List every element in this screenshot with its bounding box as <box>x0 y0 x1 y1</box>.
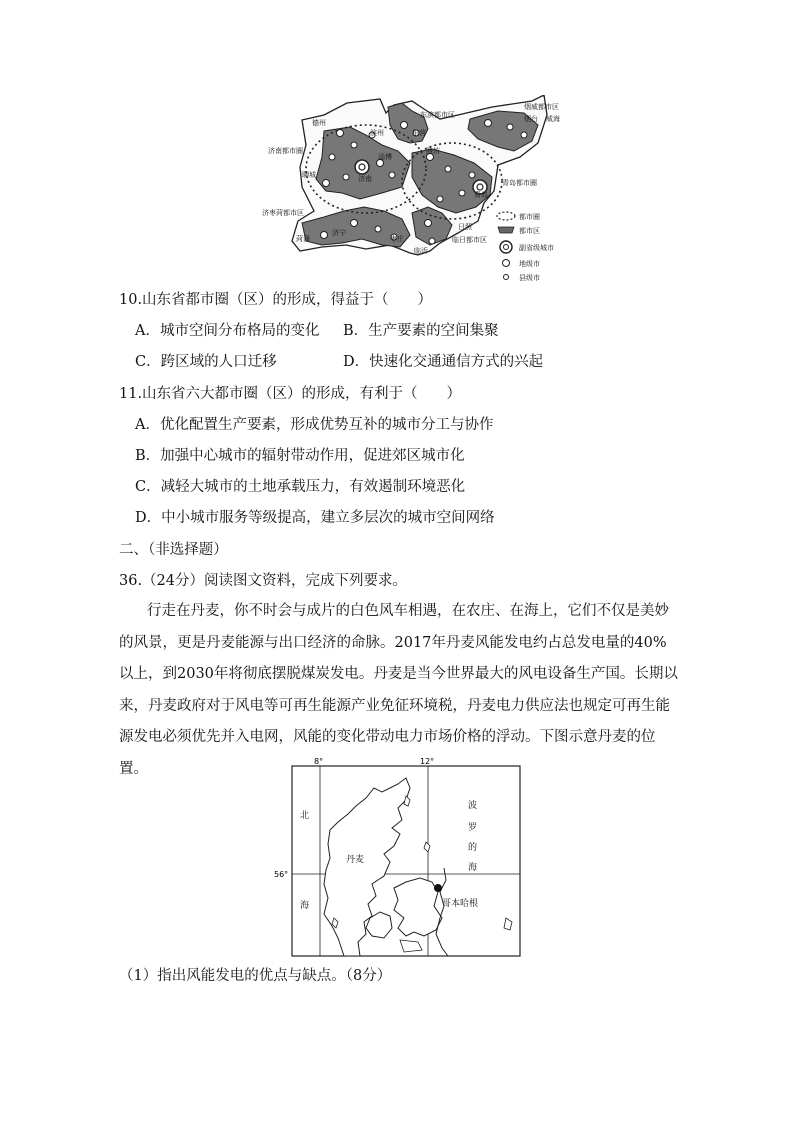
baltic-label-3: 的 <box>468 843 478 853</box>
q11-option-a: A．优化配置生产要素，形成优势互补的城市分工与协作 <box>135 417 494 433</box>
label-linyi: 临沂 <box>414 247 428 255</box>
denmark-label: 丹麦 <box>346 855 365 865</box>
baltic-label-1: 波 <box>468 801 478 811</box>
copenhagen-dot <box>434 884 442 892</box>
question-11-stem: 11.山东省六大都市圈（区）的形成，有利于（ ） <box>119 386 462 402</box>
svg-text:县级市: 县级市 <box>519 274 540 282</box>
longitude-8-label: 8° <box>314 758 324 766</box>
q10-option-d: D．快速化交通通信方式的兴起 <box>343 354 544 370</box>
question-10-stem: 10.山东省都市圈（区）的形成，得益于（ ） <box>119 292 433 308</box>
north-sea-label-1: 北 <box>300 811 310 821</box>
label-binzhou: 滨州 <box>370 129 384 137</box>
copenhagen-label: 哥本哈根 <box>442 899 479 909</box>
label-liaocheng: 聊城 <box>302 171 316 179</box>
q11-option-d: D．中小城市服务等级提高，建立多层次的城市空间网络 <box>135 510 495 526</box>
question-36-stem: 36.（24分）阅读图文资料，完成下列要求。 <box>119 573 408 589</box>
north-sea-label-2: 海 <box>300 901 310 911</box>
svg-text:都市区: 都市区 <box>519 227 540 235</box>
label-jining: 济宁 <box>332 229 346 237</box>
label-heze: 菏泽 <box>296 235 310 243</box>
q11-option-c: C．减轻大城市的土地承载压力，有效遏制环境恶化 <box>135 479 466 495</box>
question-36-passage: 行走在丹麦，你不时会与成片的白色风车相遇，在农庄、在海上，它们不仅是美妙的风景，更是丹麦能源与出口经济的命脉。2017年丹麦风能发电约占总发电量的40%以上，到2030年将彻底摆脱煤炭发电。丹麦是当今世界最大的风电设备生产国。长期以来，丹麦政府对于风电等可再生能源产业免征环境税，丹麦电力供应法也规定可再生能源发电必须优先并入电网，风能的变化带动电力市场价格的浮动。下图示意丹麦的位置。 <box>119 603 678 777</box>
label-rizhao: 日照 <box>458 223 472 231</box>
section-heading: 二、（非选择题） <box>119 542 228 558</box>
q10-option-a: A．城市空间分布格局的变化 <box>135 323 320 339</box>
label-zibo: 淄博 <box>378 153 392 161</box>
label-dezhou: 德州 <box>312 119 326 127</box>
q10-option-b: B．生产要素的空间集聚 <box>343 323 499 339</box>
label-jinan-circle: 济南都市圈 <box>268 147 303 155</box>
label-linri: 临日都市区 <box>452 236 487 244</box>
svg-text:地级市: 地级市 <box>519 260 540 268</box>
latitude-56-label: 56° <box>274 870 289 879</box>
label-zaozhuang: 枣庄 <box>390 235 404 243</box>
label-jizuohe: 济枣菏都市区 <box>262 209 304 217</box>
label-yantai: 烟台 <box>524 115 538 123</box>
svg-text:都市圈: 都市圈 <box>519 213 540 221</box>
label-yanwei: 烟威都市区 <box>524 103 559 111</box>
q10-option-c: C．跨区域的人口迁移 <box>135 354 277 370</box>
label-weihai: 威海 <box>546 115 560 123</box>
label-qingdao-circle: 青岛都市圈 <box>502 179 537 187</box>
baltic-label-4: 海 <box>468 863 478 873</box>
q11-option-b: B．加强中心城市的辐射带动作用，促进郊区城市化 <box>135 448 465 464</box>
shandong-map <box>262 95 566 287</box>
question-36-sub1: （1）指出风能发电的优点与缺点。（8分） <box>119 968 392 984</box>
map-legend <box>497 212 554 282</box>
svg-text:副省级城市: 副省级城市 <box>519 244 554 252</box>
label-dongying: 东营 <box>412 129 426 137</box>
denmark-map <box>272 758 522 958</box>
label-dongbin: 东滨都市区 <box>420 111 455 119</box>
label-weifang: 潍坊 <box>426 147 440 155</box>
longitude-12-label: 12° <box>420 758 435 766</box>
label-jinan: 济南 <box>358 175 372 183</box>
baltic-label-2: 罗 <box>468 823 478 833</box>
label-qingdao: 青岛 <box>474 191 488 199</box>
